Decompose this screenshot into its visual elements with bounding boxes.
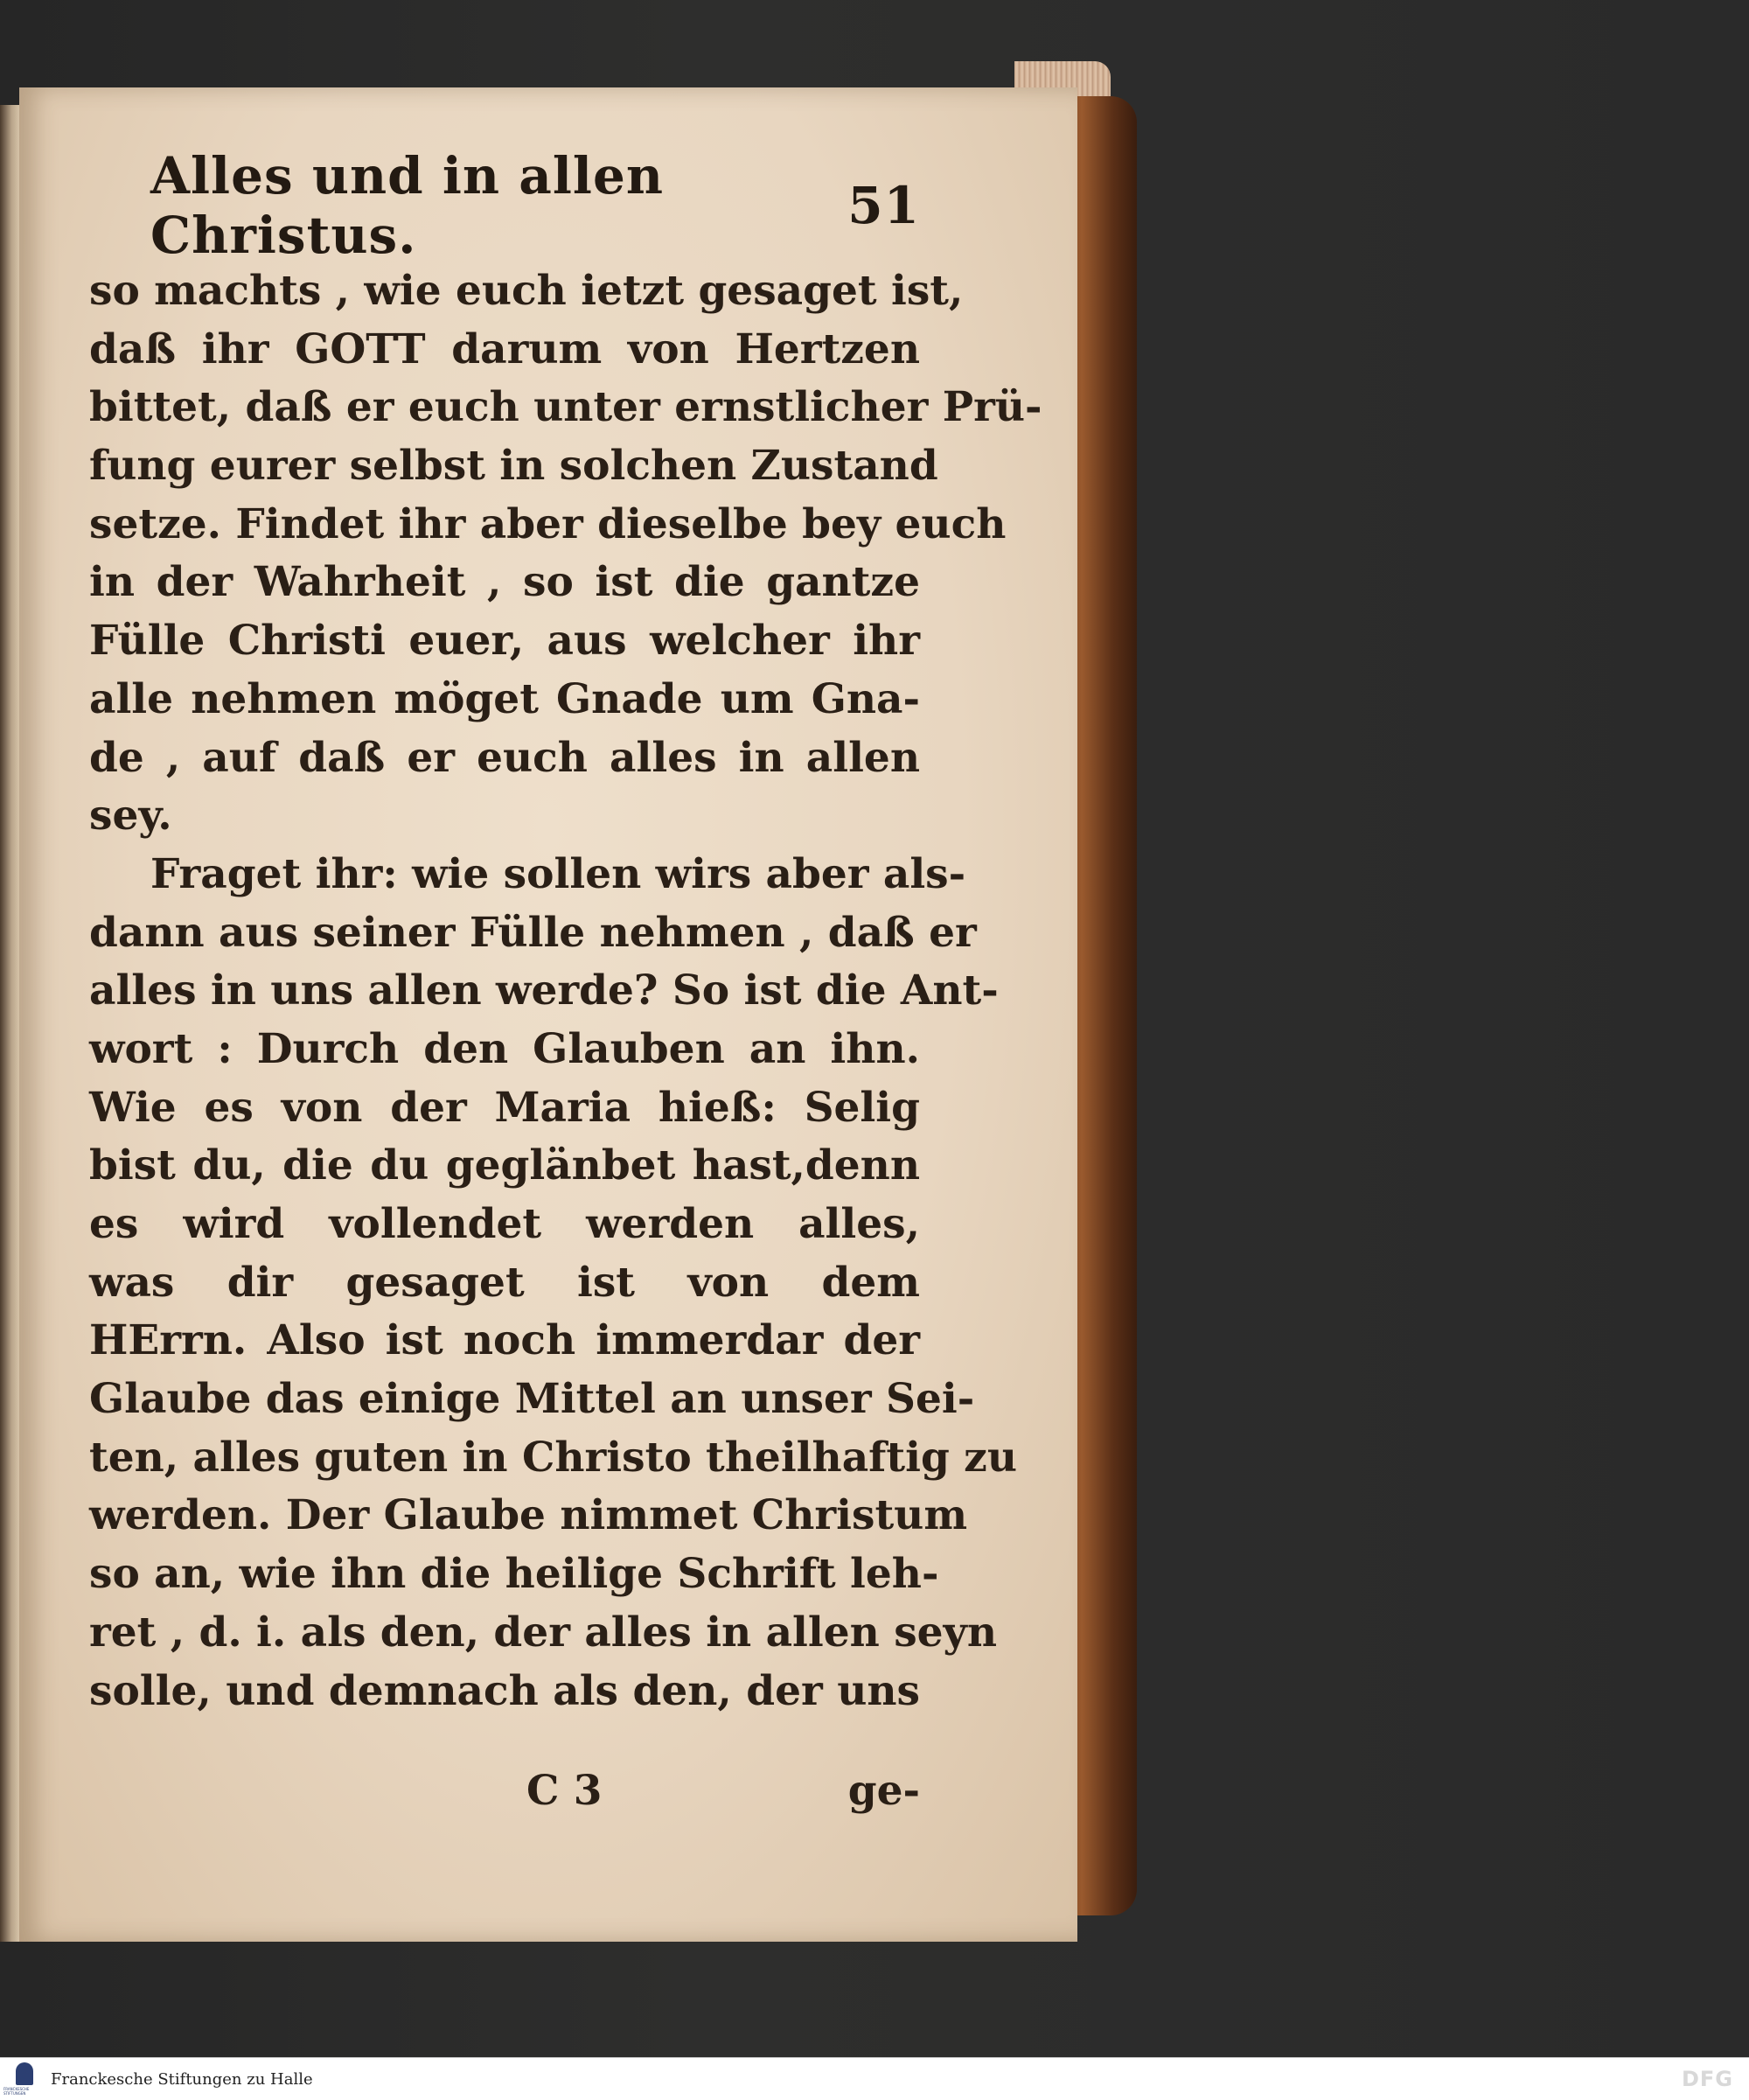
text-line: HErrn. Also ist noch immerdar der — [89, 1316, 920, 1365]
facing-page-edge — [0, 105, 19, 1942]
institution-name[interactable]: Franckesche Stiftungen zu Halle — [51, 2069, 313, 2089]
text-line: in der Wahrheit , so ist die gantze — [89, 558, 920, 607]
text-line: so an, wie ihn die heilige Schrift leh- — [89, 1550, 939, 1599]
catchword: ge- — [847, 1767, 920, 1815]
orphanage-emblem-icon — [16, 2062, 33, 2085]
text-line: sey. — [89, 792, 172, 841]
page-footer — [89, 1767, 920, 1828]
text-line: Wie es von der Maria hieß: Selig — [89, 1083, 920, 1132]
text-line: dann aus seiner Fülle nehmen , daß er — [89, 908, 977, 957]
text-line: Fülle Christi euer, aus welcher ihr — [89, 617, 920, 666]
text-line: Glaube das einige Mittel an unser Sei- — [89, 1375, 975, 1424]
text-line: ret , d. i. als den, der alles in allen seyn — [89, 1608, 998, 1657]
page-number: 51 — [847, 176, 920, 235]
text-line: bist du, die du geglänbet hast,denn — [89, 1141, 920, 1190]
text-line: alles in uns allen werde? So ist die Ant- — [89, 966, 999, 1015]
dfg-logo[interactable]: DFG — [1681, 2067, 1733, 2091]
book-page — [19, 87, 1077, 1942]
text-line: setze. Findet ihr aber dieselbe bey euch — [89, 499, 1007, 548]
text-line: daß ihr GOTT darum von Hertzen — [89, 324, 920, 373]
text-line: es wird vollendet werden alles, — [89, 1200, 920, 1248]
logo-caption: FRANCKESCHE STIFTUNGEN — [3, 2087, 30, 2096]
running-title: Alles und in allen Christus. — [150, 146, 665, 265]
text-line: fung eurer selbst in solchen Zustand — [89, 442, 938, 491]
text-line: was dir gesaget ist von dem — [89, 1258, 920, 1307]
text-line: wort : Durch den Glauben an ihn. — [89, 1024, 920, 1073]
text-line: so machts , wie euch ietzt gesaget ist, — [89, 267, 964, 315]
text-line: alle nehmen möget Gnade um Gna- — [89, 674, 920, 723]
text-line: solle, und demnach als den, der uns — [89, 1666, 920, 1715]
text-line: werden. Der Glaube nimmet Christum — [89, 1491, 968, 1540]
institution-logo[interactable] — [3, 2059, 45, 2099]
text-line: de , auf daß er euch alles in allen — [89, 733, 920, 782]
running-head — [150, 146, 920, 265]
viewer-footer-bar — [0, 2057, 1749, 2100]
text-line: Fraget ihr: wie sollen wirs aber als- — [150, 849, 966, 898]
text-line: ten, alles guten in Christo theilhaftig zu — [89, 1433, 1018, 1482]
signature-mark: C 3 — [526, 1767, 603, 1815]
body-text — [89, 262, 1042, 1720]
text-line: bittet, daß er euch unter ernstlicher Prü- — [89, 383, 1042, 432]
